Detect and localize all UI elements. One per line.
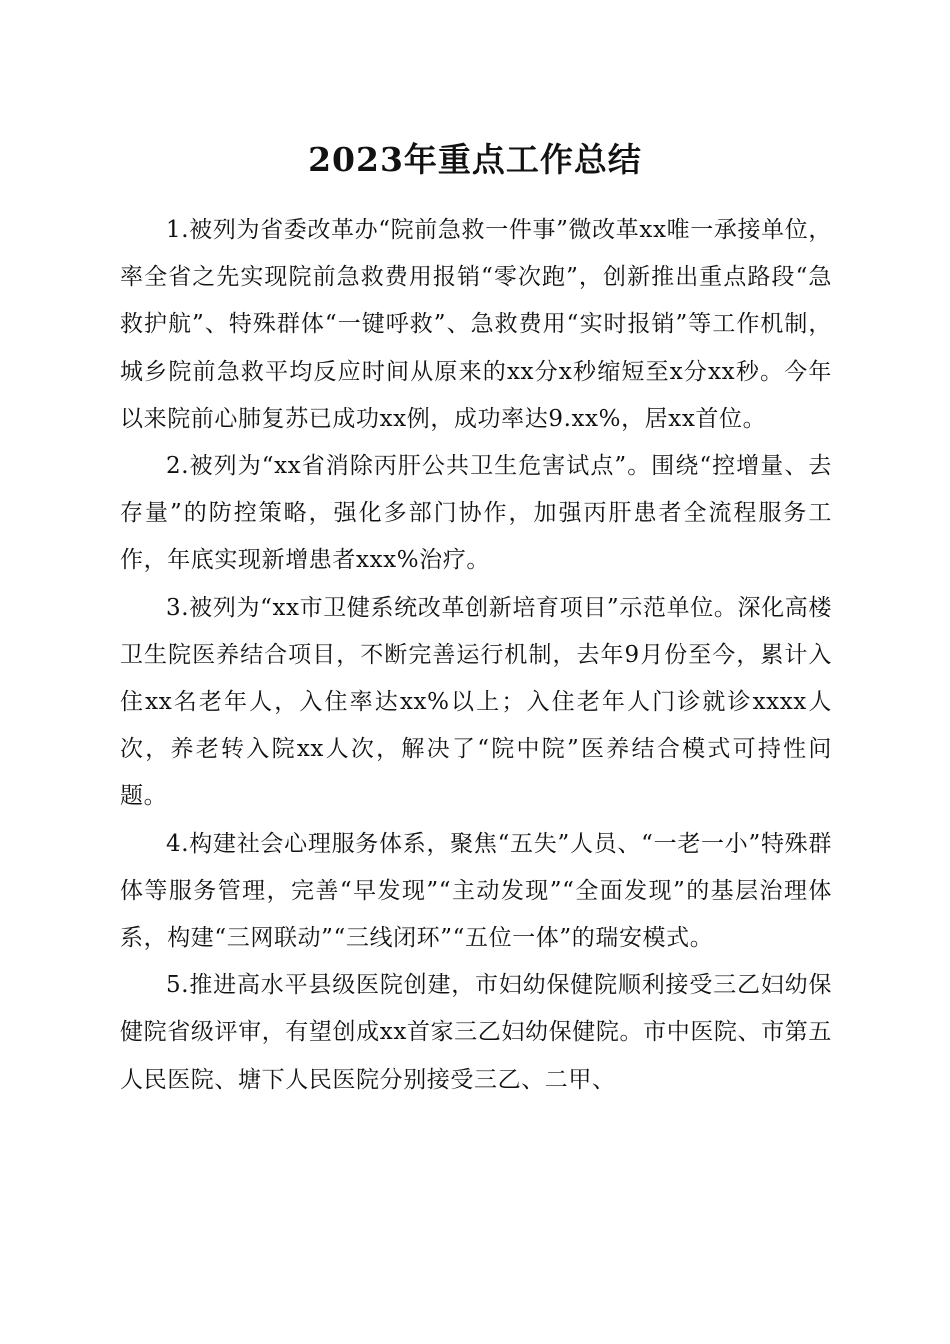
paragraph-4: 4.构建社会心理服务体系，聚焦“五失”人员、“一老一小”特殊群体等服务管理，完善“早发现”“主动发现”“全面发现”的基层治理体系，构建“三网联动”“三线闭环”“五位一体”的瑞安模式。: [120, 830, 832, 952]
document-body: [120, 207, 832, 1104]
paragraph-2: 2.被列为“xx省消除丙肝公共卫生危害试点”。围绕“控增量、去存量”的防控策略，强化多部门协作，加强丙肝患者全流程服务工作，年底实现新增患者xxx%治疗。: [120, 453, 832, 574]
paragraph-5: 5.推进高水平县级医院创建，市妇幼保健院顺利接受三乙妇幼保健院省级评审，有望创成xx首家三乙妇幼保健院。市中医院、市第五人民医院、塘下人民医院分别接受三乙、二甲、: [120, 972, 832, 1093]
paragraph-3: 3.被列为“xx市卫健系统改革创新培育项目”示范单位。深化高楼卫生院医养结合项目，不断完善运行机制，去年9月份至今，累计入住xx名老年人，入住率达xx%以上；入住老年人门诊就诊xxxx人次，养老转入院xx人次，解决了“院中院”医养结合模式可持性问题。: [120, 594, 832, 810]
paragraph-1: 1.被列为省委改革办“院前急救一件事”微改革xx唯一承接单位，率全省之先实现院前急救费用报销“零次跑”，创新推出重点路段“急救护航”、特殊群体“一键呼救”、急救费用“实时报销”等工作机制，城乡院前急救平均反应时间从原来的xx分x秒缩短至x分xx秒。今年以来院前心肺复苏已成功xx例，成功率达9.xx%，居xx首位。: [120, 217, 832, 432]
document-title: 2023年重点工作总结: [308, 140, 642, 179]
